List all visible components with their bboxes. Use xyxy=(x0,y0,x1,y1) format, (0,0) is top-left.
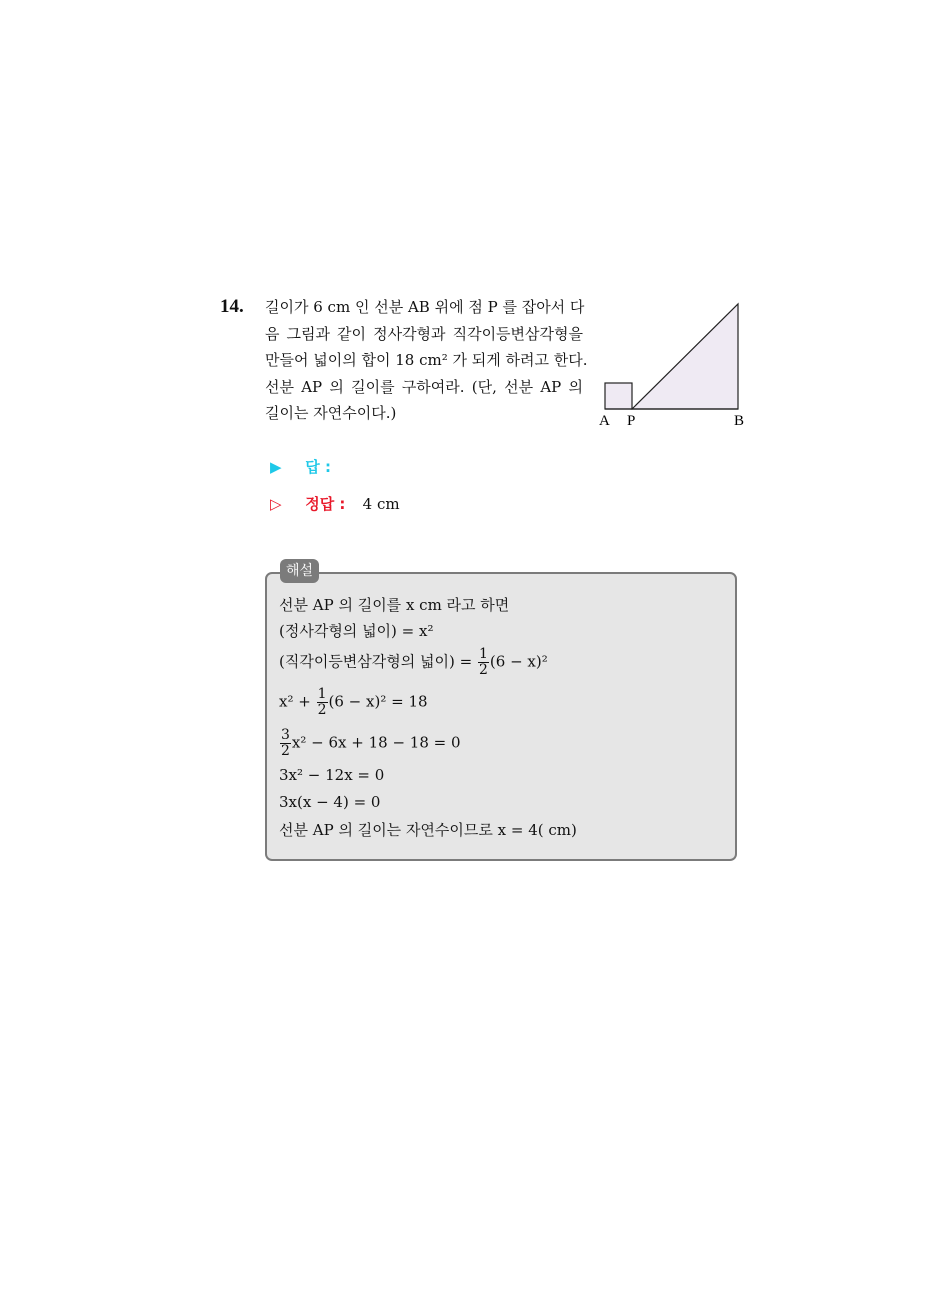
fraction xyxy=(317,687,328,718)
answer-label: 답 : xyxy=(305,458,331,476)
question-text xyxy=(265,294,588,427)
fraction xyxy=(280,728,291,759)
question-line: 길이가 6 cm 인 선분 AB 위에 점 P 를 잡아서 다 xyxy=(265,298,585,316)
solution-line: (정사각형의 넓이) = x² xyxy=(279,622,434,640)
fraction-numerator: 1 xyxy=(317,686,327,702)
fraction-numerator: 1 xyxy=(478,646,488,662)
fraction-denominator: 2 xyxy=(281,743,290,759)
solution-line: 선분 AP 의 길이를 x cm 라고 하면 xyxy=(279,596,510,614)
question-line: 만들어 넓이의 합이 18 cm² 가 되게 하려고 한다. xyxy=(265,351,588,369)
fraction-numerator: 3 xyxy=(281,727,290,743)
solution-line xyxy=(279,687,428,718)
solution-line: 3x² − 12x = 0 xyxy=(279,766,385,784)
correct-answer-label: 정답 : xyxy=(305,495,346,513)
correct-answer-value: 4 cm xyxy=(362,495,400,513)
label-p: P xyxy=(627,413,636,429)
correct-marker-icon: ▷ xyxy=(270,495,282,513)
fraction-denominator: 2 xyxy=(478,662,488,678)
label-b: B xyxy=(734,413,745,429)
fraction xyxy=(478,647,489,678)
fraction-denominator: 2 xyxy=(317,702,327,718)
question-line: 음 그림과 같이 정사각형과 직각이등변삼각형을 xyxy=(265,324,583,343)
solution-text: x² + xyxy=(279,692,311,711)
solution-line xyxy=(279,728,461,759)
question-line: 선분 AP 의 길이를 구하여라. (단, 선분 AP 의 xyxy=(265,377,583,396)
triangle-shape xyxy=(632,304,738,409)
solution-text: x² − 6x + 18 − 18 = 0 xyxy=(291,733,461,752)
square-shape xyxy=(605,383,632,409)
correct-answer-row xyxy=(270,493,400,514)
answer-marker-icon: ▶ xyxy=(270,458,282,476)
answer-row xyxy=(270,456,331,477)
solution-text: (직각이등변삼각형의 넓이) = xyxy=(279,652,473,671)
solution-text: (6 − x)² xyxy=(489,652,548,671)
solution-line xyxy=(279,647,548,678)
question-line: 길이는 자연수이다.) xyxy=(265,404,397,422)
solution-tab: 해설 xyxy=(280,559,319,583)
question-number: 14. xyxy=(220,296,244,317)
solution-line: 3x(x − 4) = 0 xyxy=(279,793,381,811)
label-a: A xyxy=(599,413,610,429)
solution-line: 선분 AP 의 길이는 자연수이므로 x = 4( cm) xyxy=(279,821,577,839)
geometry-figure xyxy=(595,298,755,433)
solution-text: (6 − x)² = 18 xyxy=(328,692,428,711)
